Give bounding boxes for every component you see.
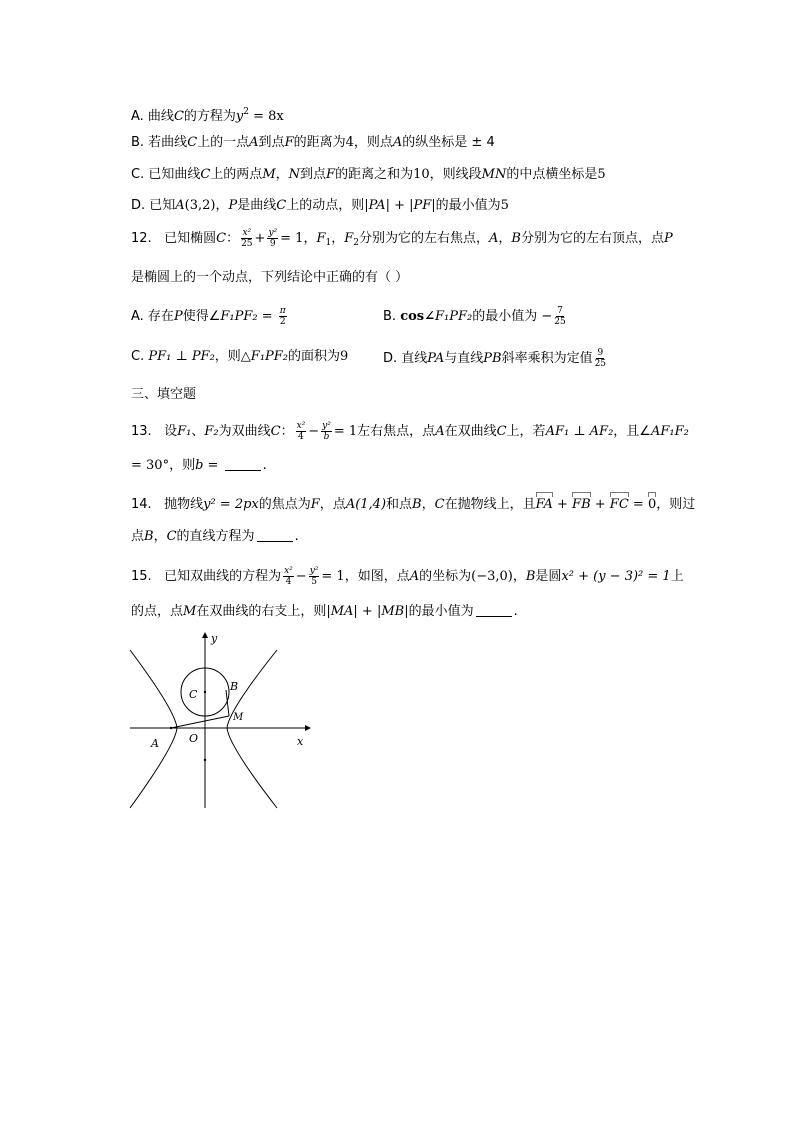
text: 到点 [258,135,285,150]
numerator: 9 [597,348,604,358]
q12-stem-line2: 是椭圆上的一个动点，下列结论中正确的有（ ） [131,270,409,285]
math-var: N [288,167,301,182]
label-b: B [230,680,239,693]
number: 5 [500,198,509,213]
text: ，如图，点 [344,569,410,584]
denominator: 25 [241,239,253,249]
math-var: F [310,497,320,512]
denominator: 25 [594,359,607,369]
math-var: A [249,135,259,150]
numerator: x² [296,421,306,431]
text: 的纵坐标是 ± 4 [402,135,495,150]
math-var: F [316,231,326,246]
hyperbola-figure [125,630,315,810]
fraction [321,421,332,442]
coordinate: (3,2) [184,198,216,213]
x-axis-arrow [305,725,311,731]
label-y: y [211,632,218,645]
expression: |MA| + |MB| [326,604,409,619]
q13-stem-line2 [131,457,267,475]
denominator: 4 [298,432,304,442]
math-var: F [326,167,336,182]
coordinate: (−3,0) [471,569,513,584]
option-label: C. 已知曲线 [131,167,201,182]
text: 到点 [300,167,327,182]
text: 的中点横坐标是 [506,167,598,182]
text: 分别为它的左右顶点，点 [520,231,664,246]
denominator: 9 [269,239,276,249]
denominator: 2 [279,317,286,327]
vector: FC [610,492,629,514]
math-var: A [392,135,403,150]
text: ，点 [319,497,346,512]
q11-option-b [131,134,495,152]
question-number: 12. [131,231,152,246]
math-var: C [200,167,211,182]
text: . [262,458,267,473]
text: 在双曲线的右支上，则 [196,604,327,619]
q12-option-d [383,348,608,369]
math-var: F [284,135,294,150]
fraction [595,348,606,369]
math-var: MN [481,167,507,182]
operator: = [257,309,277,324]
numerator: x² [242,228,252,238]
text: 与直线 [444,351,484,366]
math-var: y [235,109,244,124]
math-var: PA [427,351,445,366]
segment-am [171,716,229,728]
text: 上的两点 [210,167,263,182]
denominator: 4 [285,577,292,587]
math-var: C [270,424,281,439]
math-var: B [144,529,154,544]
text: 的最小值为 − [472,309,553,324]
numerator: y² [322,421,331,431]
q11-option-d [131,197,509,215]
math-var: F₂ [204,424,219,439]
text: 点 [131,529,145,544]
q12-option-b [383,306,568,327]
point-dot [204,759,206,761]
operator: − [295,569,307,584]
expression: PF₁ ⊥ PF₂ [148,349,215,364]
fraction [267,228,278,249]
label-a: A [151,737,159,750]
text: 上的动点，则 [286,198,365,213]
denominator: 5 [311,577,317,587]
equation: x² + (y − 3)² = 1 [561,569,671,584]
text: ， [421,497,435,512]
equation: = 1 [321,569,345,584]
text: ： [280,424,294,439]
text: 上 [670,569,684,584]
label-x: x [297,735,304,748]
hyperbola-left-branch [130,650,177,808]
fraction [279,306,287,327]
operator: + [590,497,610,512]
text: 是圆 [535,569,562,584]
text: 的距离之和为 [335,167,414,182]
triangle: F₁PF₂ [250,349,289,364]
text: ， [303,231,317,246]
math-var: A [175,198,185,213]
text: 的焦点为 [258,497,311,512]
text: ， [498,231,512,246]
equation: = 1 [333,424,358,439]
text: ，则线段 [429,167,482,182]
equation: = 8x [249,109,284,124]
text: 的点，点 [131,604,184,619]
fraction [554,306,565,327]
text: 在双曲线 [444,424,497,439]
text: 的最小值为 [408,604,474,619]
center-dot [204,691,206,693]
answer-blank[interactable] [225,458,261,471]
text: ， [275,167,289,182]
q11-option-a [131,103,284,126]
q12-option-c [131,348,348,366]
text: ，则过 [656,497,696,512]
numerator: π [279,306,286,316]
fraction [296,421,307,442]
option-label: A. 曲线 [131,109,174,124]
text: 斜率乘积为定值 [501,351,593,366]
vector: FA [536,492,553,514]
text: ，且∠ [613,424,651,439]
text: 的距离为 [293,135,346,150]
math-var: P [173,309,183,324]
option-label: B. [383,309,401,324]
denominator: 25 [554,317,566,327]
numerator: y² [268,228,278,238]
math-var: b [195,458,204,473]
text: ，则点 [353,135,393,150]
text: 的坐标为 [419,569,472,584]
operator: = [203,458,223,473]
math-var: A [409,569,420,584]
exponent: 2 [243,107,249,117]
math-var: C [173,109,184,124]
q15-stem-line1 [131,566,684,587]
math-var: C [216,231,227,246]
text: 左右焦点，点 [357,424,436,439]
answer-blank[interactable] [257,529,293,542]
operator: + [552,497,573,512]
label-m: M [233,712,244,723]
text: ， [153,529,167,544]
q14-stem-line1 [131,492,695,514]
text: . [294,529,299,544]
number: 10 [413,167,430,182]
text: ， [215,198,229,213]
y-axis-arrow [202,632,208,638]
q12-option-a [131,306,289,327]
text: 设 [164,424,178,439]
math-var: M [262,167,276,182]
math-var: F₁ [177,424,192,439]
q11-option-c [131,166,606,184]
operator: − [308,424,320,439]
zero-vector: 0 [648,492,656,514]
fraction [241,228,252,249]
equation: = 1 [280,231,304,246]
cos: cos∠ [400,309,435,324]
angle: AF₁F₂ [650,424,689,439]
math-var: PB [483,351,502,366]
operator: + [254,231,266,246]
math-var: P [664,231,673,246]
subscript: 2 [353,238,359,248]
option-label: C. [131,349,149,364]
option-label: D. 已知 [131,198,176,213]
fraction [283,566,294,587]
math-var: C [166,529,177,544]
number: 9 [340,349,349,364]
text: 抛物线 [164,497,204,512]
equation: y² = 2px [203,497,259,512]
math-var: C [276,198,287,213]
question-number: 15. [131,569,152,584]
number: 4 [345,135,354,150]
numerator: y² [309,566,319,576]
text: 是曲线 [237,198,277,213]
option-label: B. 若曲线 [131,135,188,150]
fraction [309,566,320,587]
text: 的最小值为 [435,198,501,213]
operator: = [628,497,648,512]
text: 已知椭圆 [164,231,217,246]
math-var: A [435,424,445,439]
q15-stem-line2 [131,603,518,621]
point: A(1,4) [345,497,387,512]
text: 的直线方程为 [176,529,255,544]
question-number: 14. [131,497,152,512]
math-var: P [228,198,238,213]
label-o: O [189,732,199,745]
label-c: C [189,688,198,701]
text: 上的一点 [197,135,250,150]
q14-stem-line2 [131,528,299,546]
answer-blank[interactable] [476,604,512,617]
question-number: 13. [131,424,152,439]
text: 已知双曲线的方程为 [164,569,282,584]
text: 在抛物线上，且 [444,497,536,512]
number: 5 [597,167,606,182]
text: ， [331,231,345,246]
expression: |PA| + |PF| [364,198,436,213]
math-var: C [496,424,507,439]
option-label: A. 存在 [131,309,174,324]
numerator: 7 [557,306,563,316]
subscript: 1 [325,238,332,248]
math-var: F [344,231,354,246]
text: ，则 [169,458,196,473]
hyperbola-right-branch [227,650,277,808]
math-var: B [412,497,422,512]
text: 的方程为 [183,109,236,124]
text: ： [226,231,240,246]
math-var: A [489,231,499,246]
math-var: C [434,497,445,512]
text: 、 [191,424,205,439]
text: ， [512,569,526,584]
vector: FB [572,492,591,514]
q13-stem-line1 [131,421,689,442]
text: 和点 [386,497,413,512]
text: 为双曲线 [218,424,271,439]
text: ，则△ [214,349,251,364]
numerator: x² [284,566,293,576]
denominator: b [323,432,330,442]
text: 使得∠ [182,309,221,324]
text: 分别为它的左右焦点， [359,231,490,246]
text: 的面积为 [288,349,341,364]
expression: AF₁ ⊥ AF₂ [545,424,614,439]
section-heading: 三、填空题 [131,387,197,402]
equation: = 30° [131,458,170,473]
angle: F₁PF₂ [220,309,258,324]
option-label: D. 直线 [383,351,428,366]
math-var: B [525,569,536,584]
text: 上，若 [506,424,546,439]
q12-stem-line1 [131,228,673,252]
angle: F₁PF₂ [435,309,473,324]
text: . [513,604,518,619]
math-var: B [511,231,521,246]
math-var: C [187,135,198,150]
math-var: M [183,604,197,619]
